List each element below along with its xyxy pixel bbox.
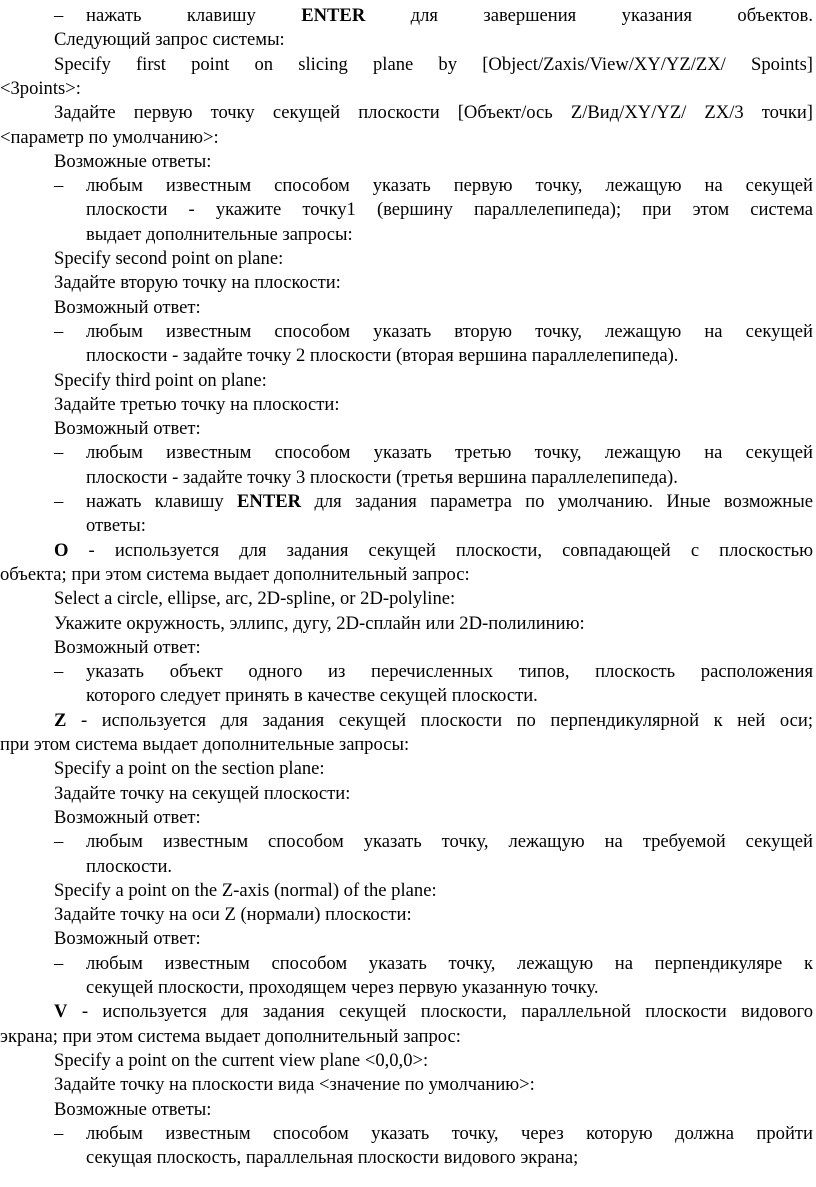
bullet-item-cont: которого следует принять в качестве секущей плоскости. <box>86 685 538 707</box>
option-paragraph-cont: при этом система выдает дополнительные запросы: <box>0 734 410 755</box>
bullet-item-cont: плоскости. <box>86 855 173 877</box>
dash-bullet: – <box>54 661 64 683</box>
text-line: Возможный ответ: <box>54 418 201 440</box>
text: любым известным способом указать точку, лежащую на требуемой секущей <box>86 831 813 853</box>
text: нажать клавишу <box>86 5 302 26</box>
prompt-russian: Задайте точку на плоскости вида <значение по умолчанию>: <box>54 1074 535 1096</box>
prompt-english: Select a circle, ellipse, arc, 2D-spline, or 2D-polyline: <box>54 588 456 610</box>
dash-bullet: – <box>54 442 64 464</box>
bullet-item <box>54 441 813 465</box>
option-paragraph <box>54 709 813 733</box>
text-line: Следующий запрос системы: <box>54 29 285 51</box>
prompt-russian: Задайте точку на секущей плоскости: <box>54 782 351 804</box>
option-paragraph <box>54 1000 813 1024</box>
text-line: Возможный ответ: <box>54 928 201 950</box>
keyword-enter: ENTER <box>301 5 366 26</box>
option-key-z: Z <box>54 709 67 731</box>
text-line: Возможный ответ: <box>54 806 201 828</box>
dash-bullet: – <box>54 320 64 342</box>
bullet-item <box>54 174 813 198</box>
text: - используется для задания секущей плоскости, совпадающей с плоскостью <box>68 539 813 561</box>
prompt-english: Specify a point on the Z-axis (normal) of the plane: <box>54 879 437 901</box>
text-line: Возможные ответы: <box>54 1098 212 1120</box>
text: - используется для задания секущей плоскости, параллельной плоскости видового <box>67 1001 813 1023</box>
option-paragraph-cont: объекта; при этом система выдает дополнительный запрос: <box>0 563 470 585</box>
bullet-item <box>54 320 813 344</box>
option-key-o: О <box>54 539 69 561</box>
option-key-v: V <box>54 1001 68 1023</box>
dash-bullet: – <box>54 1122 64 1144</box>
prompt-english-cont: <3points>: <box>0 77 81 99</box>
prompt-russian: Задайте точку на оси Z (нормали) плоскости: <box>54 904 412 926</box>
text: указать объект одного из перечисленных типов, плоскость расположения <box>86 661 813 683</box>
bullet-item-cont: секущей плоскости, проходящем через первую указанную точку. <box>86 977 599 998</box>
prompt-english: Specify a point on the section plane: <box>54 758 325 780</box>
text: любым известным способом указать точку, лежащую на перпендикуляре к <box>86 952 813 974</box>
dash-bullet: – <box>54 491 64 512</box>
prompt-english: Specify first point on slicing plane by [Object/Zaxis/View/XY/YZ/ZX/ Spoints] <box>54 53 813 75</box>
prompt-russian: Задайте вторую точку на плоскости: <box>54 272 341 294</box>
bullet-item-cont: ответы: <box>86 515 146 537</box>
prompt-russian: Укажите окружность, эллипс, дугу, 2D-сплайн или 2D-полилинию: <box>54 612 585 634</box>
keyword-enter: ENTER <box>237 491 302 512</box>
bullet-item <box>54 1122 813 1146</box>
text: любым известным способом указать первую точку, лежащую на секущей <box>86 175 813 197</box>
bullet-item-cont: секущая плоскость, параллельная плоскости видового экрана; <box>86 1147 579 1169</box>
prompt-russian-cont: <параметр по умолчанию>: <box>0 126 219 148</box>
text: любым известным способом указать вторую точку, лежащую на секущей <box>86 320 813 342</box>
text: для завершения указания объектов. <box>365 5 813 26</box>
prompt-english: Specify a point on the current view plane <0,0,0>: <box>54 1049 429 1071</box>
prompt-english: Specify second point on plane: <box>54 248 284 269</box>
bullet-item <box>54 490 813 514</box>
dash-bullet: – <box>54 831 64 853</box>
text-line: Возможный ответ: <box>54 636 201 658</box>
bullet-item-cont: выдает дополнительные запросы: <box>86 223 353 245</box>
option-paragraph-cont: экрана; при этом система выдает дополнительный запрос: <box>0 1025 461 1047</box>
bullet-item-cont: плоскости - задайте точку 3 плоскости (третья вершина параллелепипеда). <box>86 466 678 488</box>
text: нажать клавишу <box>86 491 238 512</box>
dash-bullet: – <box>54 5 64 26</box>
prompt-english: Specify third point on plane: <box>54 369 267 391</box>
bullet-item <box>54 830 813 854</box>
bullet-item <box>54 952 813 976</box>
bullet-item-cont: плоскости - задайте точку 2 плоскости (вторая вершина параллелепипеда). <box>86 345 679 367</box>
text: - используется для задания секущей плоскости по перпендикулярной к ней оси; <box>66 709 813 731</box>
dash-bullet: – <box>54 175 64 197</box>
prompt-russian: Задайте первую точку секущей плоскости [Объект/ось Z/Вид/XY/YZ/ ZX/3 точки] <box>54 102 813 124</box>
text-line: Возможный ответ: <box>54 296 201 318</box>
prompt-russian: Задайте третью точку на плоскости: <box>54 393 340 415</box>
bullet-item <box>54 660 813 684</box>
text: для задания параметра по умолчанию. Иные возможные <box>301 491 813 512</box>
text-line: Возможные ответы: <box>54 150 212 172</box>
text: любым известным способом указать третью точку, лежащую на секущей <box>86 442 813 464</box>
dash-bullet: – <box>54 952 64 974</box>
bullet-item <box>54 4 813 28</box>
text: любым известным способом указать точку, через которую должна пройти <box>86 1122 813 1144</box>
bullet-item-cont: плоскости - укажите точку1 (вершину параллелепипеда); при этом система <box>86 199 813 221</box>
option-paragraph <box>54 539 813 563</box>
